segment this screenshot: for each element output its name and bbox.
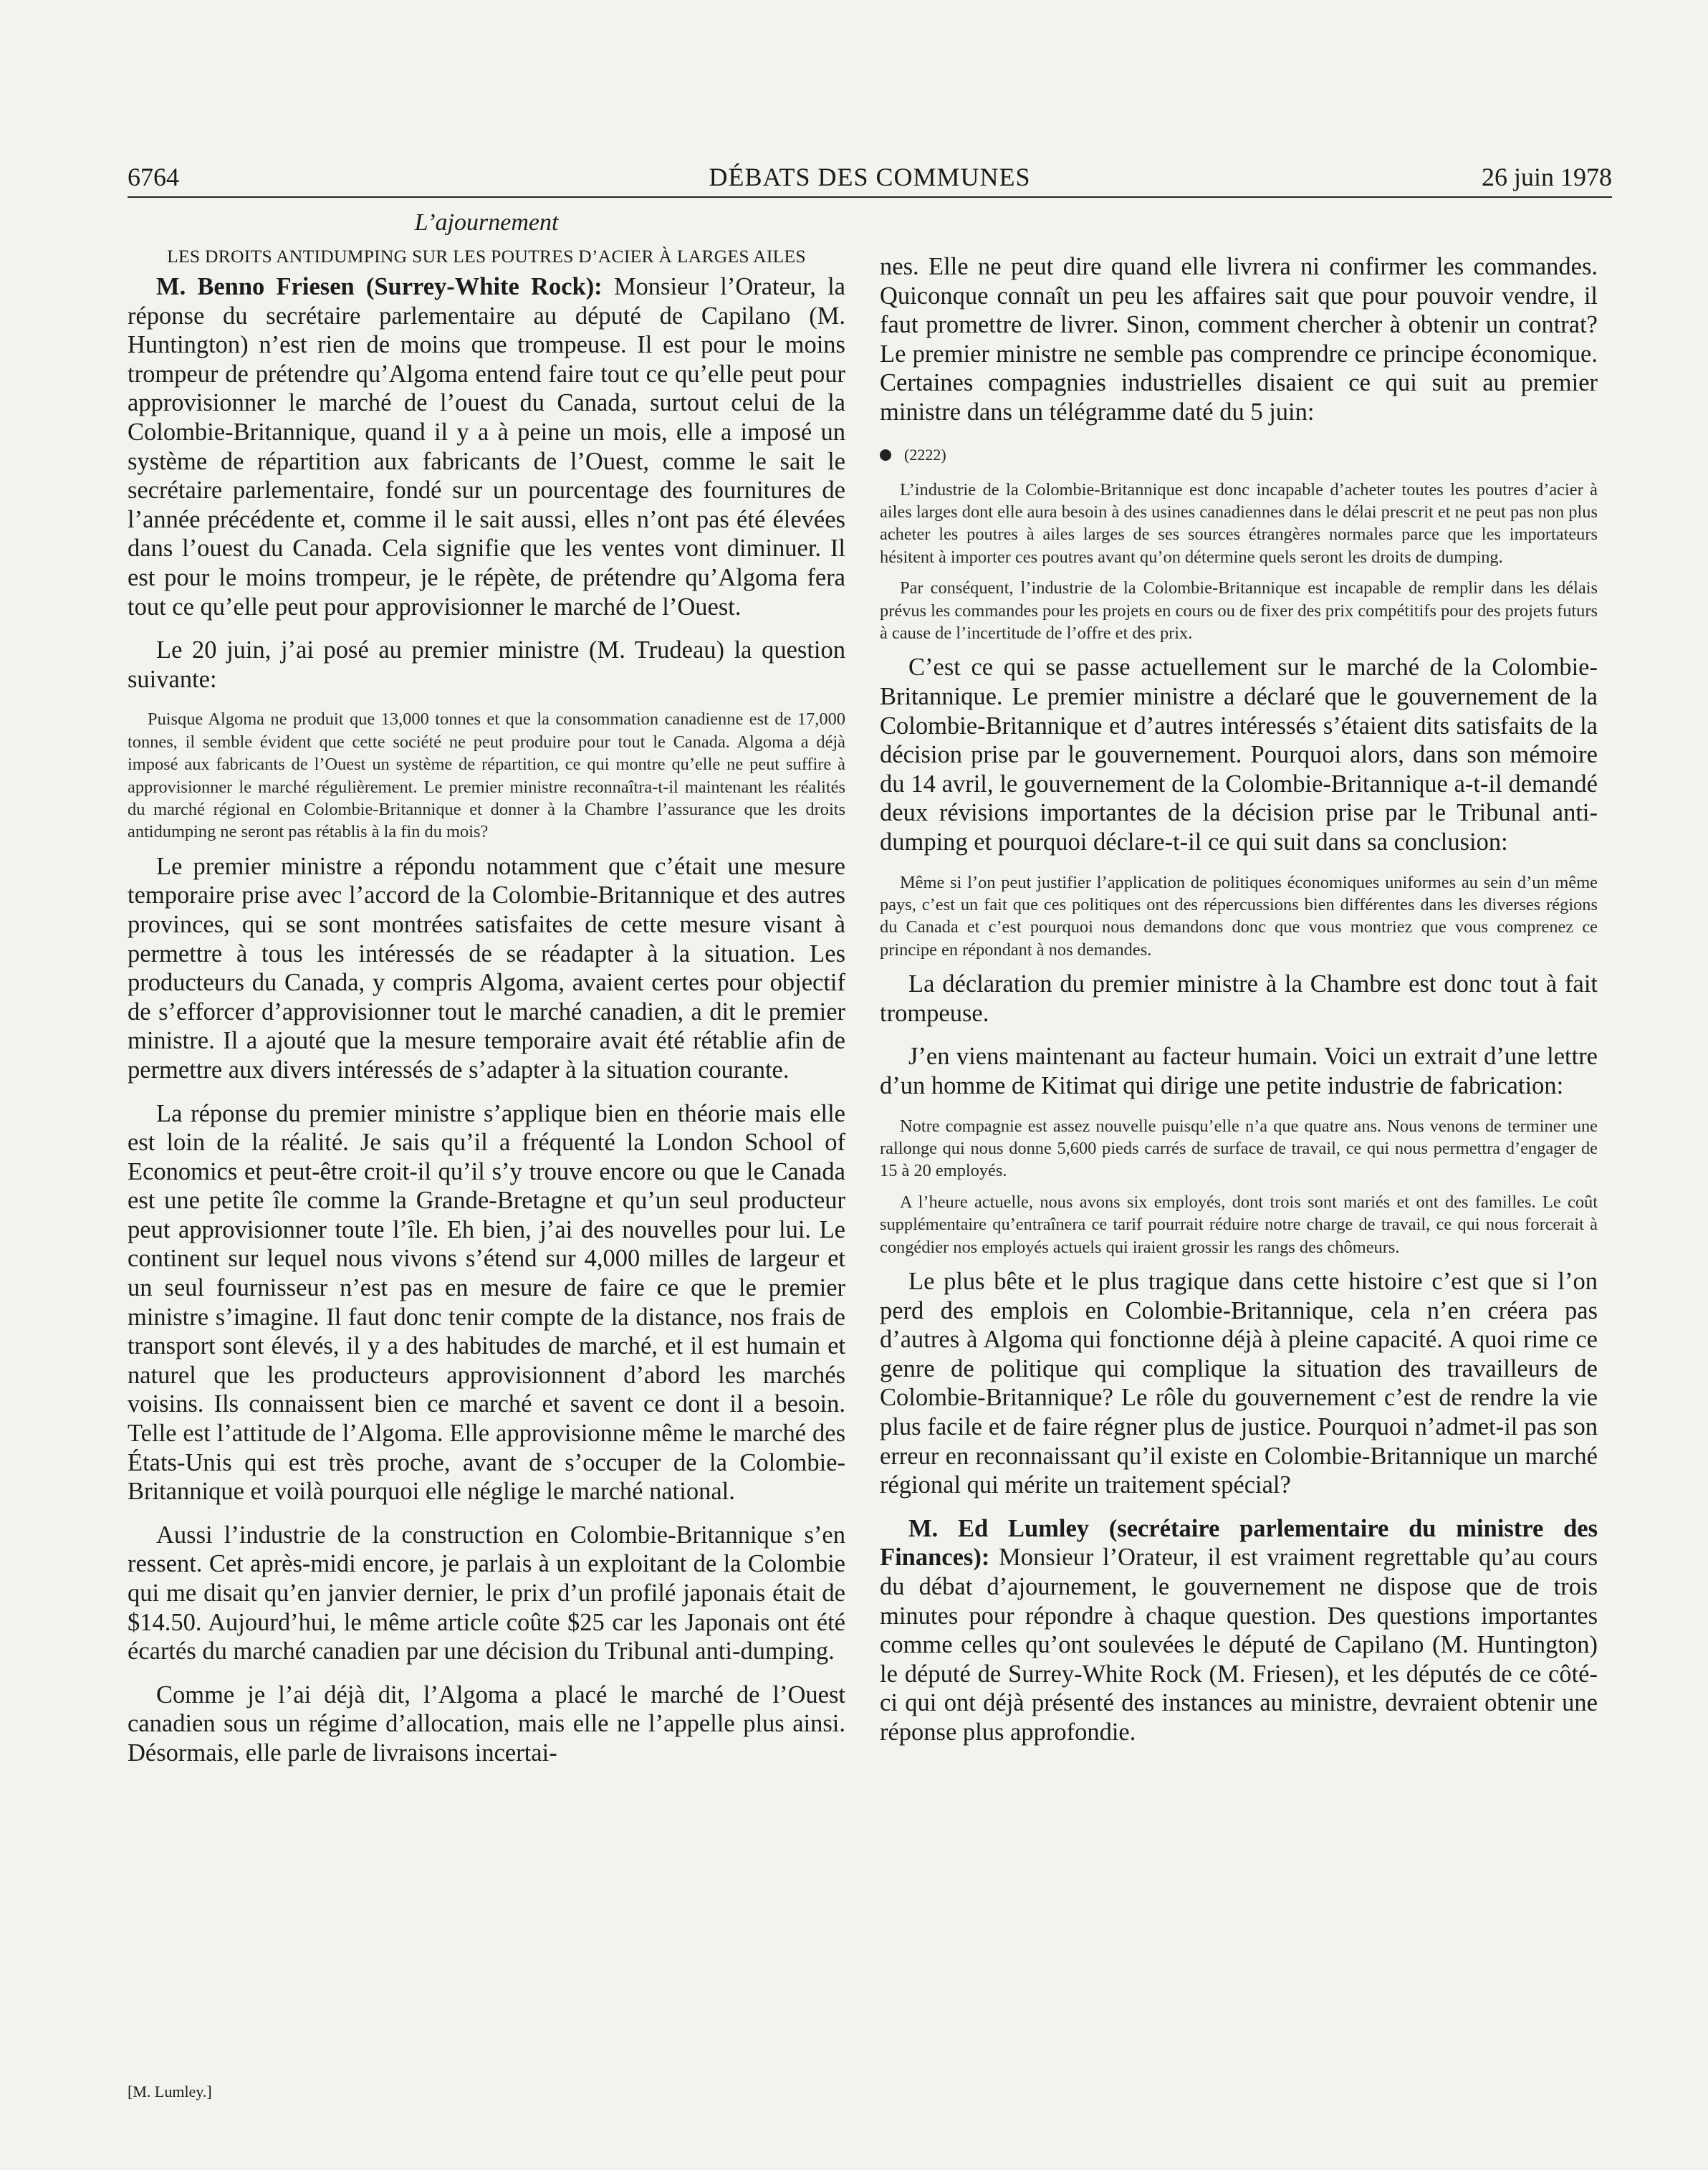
section-subtitle: LES DROITS ANTIDUMPING SUR LES POUTRES D’ACIER À LARGES AILES — [167, 246, 806, 267]
paragraph — [880, 1514, 1598, 1747]
page-number: 6764 — [128, 163, 179, 191]
right-column — [880, 252, 1598, 1762]
quotation: A l’heure actuelle, nous avons six employés, dont trois sont mariés et ont des familles. Le coût supplémentaire qu’entraînera ce tarif pourrait réduire notre charge de travail, ce qui nous forcerait à congédier nos employés actuels qui iraient grossir les rangs des chômeurs. — [880, 1192, 1598, 1257]
paragraph: La déclaration du premier ministre à la Chambre est donc tout à fait trompeuse. — [880, 970, 1598, 1027]
paragraph — [128, 272, 845, 621]
quotation: Même si l’on peut justifier l’application de politiques économiques uniformes au sein d’un même pays, c’est un fait que ces politiques ont des répercussions bien différentes dans les diverses régions du Canada et c’est pourquoi nous demandons donc que vous montriez que vous comprenez ce principe en répondant à nos demandes. — [880, 872, 1598, 960]
speaker-name: M. Benno Friesen (Surrey-White Rock): — [156, 273, 603, 300]
speaker-name: M. Ed Lumley (secrétaire parlementaire du ministre des Finances): — [880, 1514, 1598, 1572]
paragraph: nes. Elle ne peut dire quand elle livrera ni confirmer les commandes. Quiconque connaît un peu les affaires sait que pour pouvoir vendre, il faut promettre de livrer. Sinon, comment chercher à obtenir un contrat? Le premier ministre ne semble pas comprendre ce principe économique. Certaines compagnies industrielles disaient ce qui suit au premier ministre dans un télégramme daté du 5 juin: — [880, 253, 1598, 426]
quotation: Par conséquent, l’industrie de la Colombie-Britannique est incapable de remplir dans les délais prévus les commandes pour les projets en cours ou de fixer des prix compétitifs pour des projets futurs à cause de l’incertitude de l’offre et des prix. — [880, 578, 1598, 643]
speaker-reference: [M. Lumley.] — [128, 2083, 212, 2100]
paragraph: Aussi l’industrie de la construction en Colombie-Britannique s’en ressent. Cet après-midi encore, je parlais à un exploitant de la Colombie qui me disait qu’en janvier dernier, le prix d’un profilé japonais était de $14.50. Aujourd’hui, le même article coûte $25 car les Japonais ont été écartés du marché canadien par une décision du Tribunal anti-dumping. — [128, 1521, 845, 1665]
time-marker-text: (2222) — [904, 445, 946, 464]
time-marker — [880, 446, 1598, 464]
publication-date: 26 juin 1978 — [1481, 163, 1612, 191]
bullet-dot-icon — [880, 449, 891, 461]
paragraph: Comme je l’ai déjà dit, l’Algoma a placé le marché de l’Ouest canadien sous un régime d’allocation, mais elle ne l’appelle plus ainsi. Désormais, elle parle de livraisons incertai- — [128, 1681, 845, 1767]
paragraph: Le plus bête et le plus tragique dans cette histoire c’est que si l’on perd des emplois en Colombie-Britannique, cela n’en créera pas d’autres à Algoma qui fonctionne déjà à pleine capacité. A quoi rime ce genre de politique qui complique la situation des travailleurs de Colombie-Britannique? Le rôle du gouvernement c’est de rendre la vie plus facile et de faire régner plus de justice. Pourquoi n’admet-il pas son erreur en reconnaissant qu’il existe en Colombie-Britannique un marché régional qui mérite un traitement spécial? — [880, 1268, 1598, 1499]
paragraph: Le 20 juin, j’ai posé au premier ministre (M. Trudeau) la question suivante: — [128, 636, 845, 693]
paragraph-text: Monsieur l’Orateur, il est vraiment regrettable qu’au cours du débat d’ajournement, le gouvernement ne dispose que de trois minutes pour répondre à chaque question. Des questions importantes comme celles qu’ont soulevées le député de Capilano (M. Huntington) le député de Surrey-White Rock (M. Friesen), et les députés de ce côté-ci qui ont déjà présenté des instances au ministre, devraient obtenir une réponse plus approfondie. — [880, 1544, 1598, 1746]
quotation: L’industrie de la Colombie-Britannique est donc incapable d’acheter toutes les poutres d’acier à ailes larges dont elle aura besoin à des usines canadiennes dans le délai prescrit et ne peut pas non plus acheter les poutres à ailes larges de ses sources étrangères normales parce que les importateurs hésitent à importer ces poutres avant qu’on détermine quels seront les droits de dumping. — [880, 479, 1598, 567]
page-header — [128, 153, 1612, 198]
paragraph: J’en viens maintenant au facteur humain. Voici un extrait d’une lettre d’un homme de Kitimat qui dirige une petite industrie de fabrication: — [880, 1043, 1598, 1099]
paragraph: La réponse du premier ministre s’applique bien en théorie mais elle est loin de la réalité. Je sais qu’il a fréquenté la London School of Economics et peut-être croit-il qu’il s’y trouve encore ou que le Canada est une petite île comme la Grande-Bretagne et qu’un seul producteur peut approvisionner toute l’île. Eh bien, j’ai des nouvelles pour lui. Le continent sur lequel nous vivons s’étend sur 4,000 milles de largeur et un seul fournisseur n’est pas en mesure de faire ce que le premier ministre s’imagine. Il faut donc tenir compte de la distance, nos frais de transport sont élevés, il y a des habitudes de marché, et il est humain et naturel que les producteurs approvisionnent d’abord les marchés voisins. Ils connaissent bien ce marché et savent ce dont il a besoin. Telle est l’attitude de l’Algoma. Elle approvisionne même le marché des États-Unis qui est très proche, avant de s’occuper de la Colombie-Britannique et voilà pourquoi elle néglige le marché national. — [128, 1099, 845, 1506]
quotation: Notre compagnie est assez nouvelle puisqu’elle n’a que quatre ans. Nous venons de terminer une rallonge qui nous donne 5,600 pieds carrés de surface de travail, ce qui nous permettra d’engager de 15 à 20 employés. — [880, 1116, 1598, 1181]
left-column — [128, 209, 845, 1782]
section-title: L’ajournement — [414, 209, 559, 236]
quotation: Puisque Algoma ne produit que 13,000 tonnes et que la consommation canadienne est de 17,000 tonnes, il semble évident que cette société ne peut produire pour tout le Canada. Algoma a déjà imposé aux fabricants de l’Ouest un système de répartition, ce qui montre qu’elle ne peut suffire à approvisionner le marché régulièrement. Le premier ministre reconnaîtra-t-il maintenant les réalités du marché régional en Colombie-Britannique et donner à la Chambre l’assurance que les droits antidumping ne seront pas rétablis à la fin du mois? — [128, 709, 845, 842]
paragraph: Le premier ministre a répondu notamment que c’était une mesure temporaire prise avec l’accord de la Colombie-Britannique et des autres provinces, qui se sont montrées satisfaites de cette mesure visant à permettre à tous les intéressés de se réadapter à la situation. Les producteurs du Canada, y compris Algoma, avaient certes pour objectif de s’efforcer d’approvisionner tout le marché canadien, a dit le premier ministre. Il a ajouté que la mesure temporaire avait été rétablie afin de permettre aux divers intéressés de s’adapter à la situation courante. — [128, 852, 845, 1084]
paragraph-text: Monsieur l’Orateur, la réponse du secrétaire parlementaire au député de Capilano (M. Huntington) n’est rien de moins que trompeuse. Il est pour le moins trompeur de prétendre qu’Algoma entend faire tout ce qu’elle peut pour approvisionner le marché de l’ouest du Canada, surtout celui de la Colombie-Britannique, quand il y a à peine un mois, elle a imposé un système de répartition aux fabricants de l’Ouest, comme le sait le secrétaire parlementaire, fondé sur un pourcentage des fournitures de l’année précédente et, comme il le sait aussi, elles n’ont pas été élevées dans l’ouest du Canada. Cela signifie que les ventes vont diminuer. Il est pour le moins trompeur, je le répète, de prétendre qu’Algoma fera tout ce qu’elle peut pour approvisionner le marché de l’Ouest. — [128, 273, 845, 621]
paragraph: C’est ce qui se passe actuellement sur le marché de la Colombie-Britannique. Le premier ministre a déclaré que le gouvernement de la Colombie-Britannique et d’autres intéressés s’étaient dits satisfaits de la décision prise par le gouvernement. Pourquoi alors, dans son mémoire du 14 avril, le gouvernement de la Colombie-Britannique a-t-il demandé deux révisions importantes de la décision prise par le Tribunal anti-dumping et pourquoi déclare-t-il ce qui suit dans sa conclusion: — [880, 654, 1598, 856]
publication-title: DÉBATS DES COMMUNES — [709, 163, 1031, 191]
